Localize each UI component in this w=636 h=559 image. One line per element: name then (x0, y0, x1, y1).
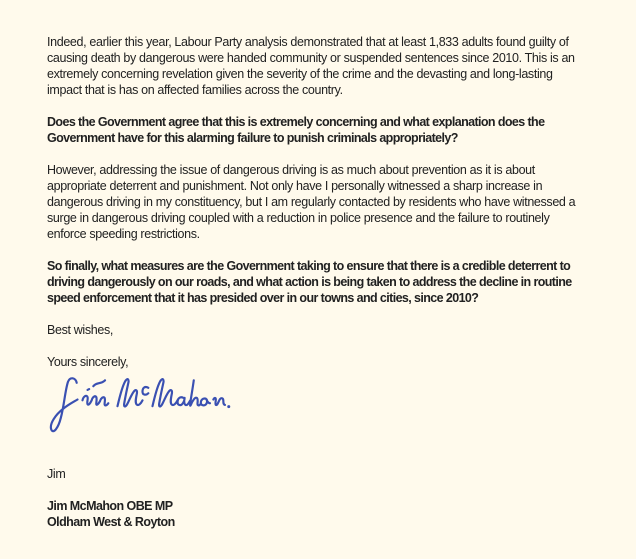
text-line: Indeed, earlier this year, Labour Party analysis demonstrated that at least 1,833 adults found guilty of (47, 35, 569, 49)
text-line: surge in dangerous driving coupled with a reduction in police presence and the failure to routinely (47, 211, 550, 225)
sender-constituency: Oldham West & Royton (47, 515, 175, 529)
text-line: enforce speeding restrictions. (47, 227, 200, 241)
signature-period-dot (227, 405, 230, 408)
text-line: causing death by dangerous were handed community or suspended sentences since 2010. This is an (47, 51, 575, 65)
signature-jim-mcmahon-handwritten (49, 372, 231, 442)
sender-name: Jim McMahon OBE MP (47, 499, 173, 513)
text-line: speed enforcement that it has presided over in our towns and cities, since 2010? (47, 291, 479, 305)
text-line: impact that is has on affected families across the country. (47, 83, 343, 97)
sender-block (47, 498, 598, 530)
paragraph-3 (47, 162, 598, 242)
text-line: driving dangerously on our roads, and what action is being taken to address the decline in routine (47, 275, 572, 289)
informal-signoff: Jim (47, 467, 66, 481)
paragraph-2-question (47, 114, 598, 146)
text-line: extremely concerning revelation given the severity of the crime and the devasting and long-lasting (47, 67, 553, 81)
paragraph-1 (47, 34, 598, 98)
text-line: Does the Government agree that this is extremely concerning and what explanation does the (47, 115, 545, 129)
text-line: appropriate deterrent and punishment. Not only have I personally witnessed a sharp increase in (47, 179, 543, 193)
valediction-line: Yours sincerely, (47, 355, 129, 369)
closing-line (47, 322, 598, 338)
text-line: Government have for this alarming failure to punish criminals appropriately? (47, 131, 458, 145)
text-line: dangerous driving in my constituency, but I am regularly contacted by residents who have witnessed a (47, 195, 576, 209)
signature-block (49, 372, 598, 442)
text-line: However, addressing the issue of dangerous driving is as much about prevention as it is about (47, 163, 535, 177)
text-line: Best wishes, (47, 323, 113, 337)
paragraph-4-question (47, 258, 598, 306)
text-line: So finally, what measures are the Government taking to ensure that there is a credible deterrent to (47, 259, 571, 273)
